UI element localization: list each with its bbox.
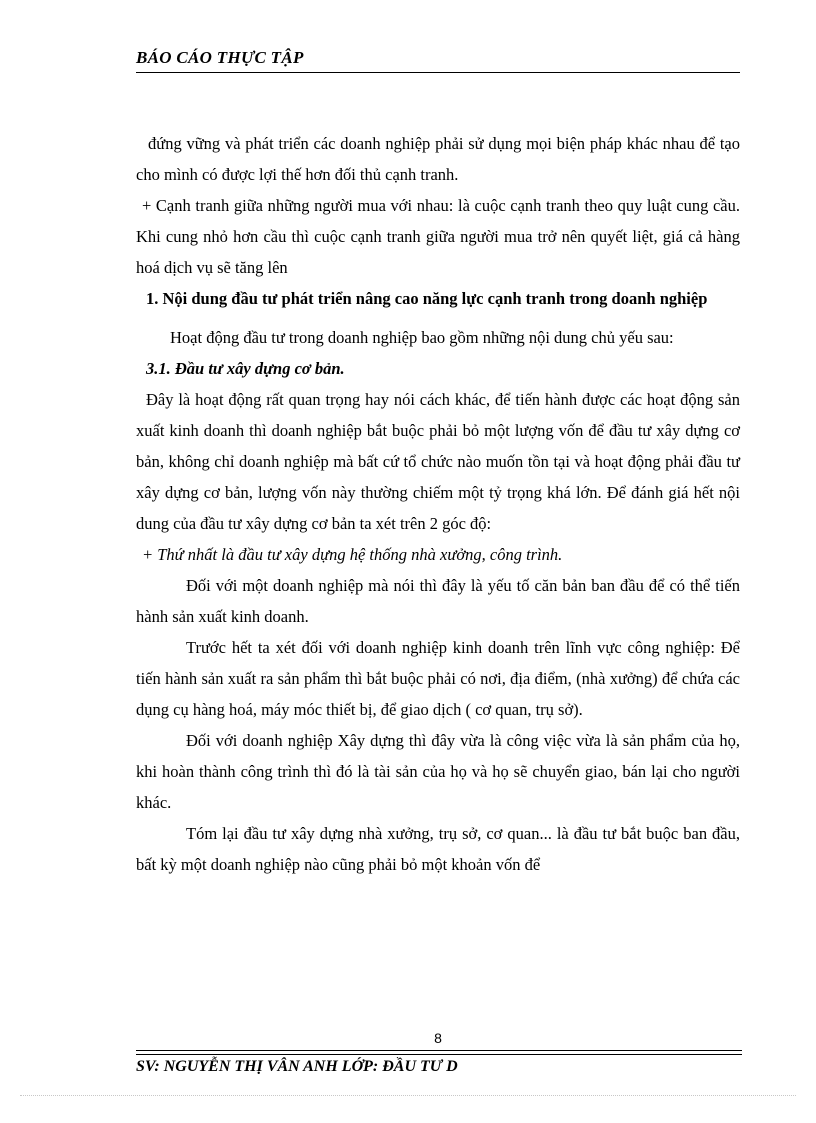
- paragraph-7: Trước hết ta xét đối với doanh nghiệp kinh doanh trên lĩnh vực công nghiệp: Để tiến hành sản xuất ra sản phẩm thì bắt buộc phải có nơi, địa điểm, (nhà xưởng) để chứa các dụng cụ hàng hoá, máy móc thiết bị, để giao dịch ( cơ quan, trụ sở).: [136, 638, 740, 719]
- document-body: [136, 128, 740, 880]
- footer-student-line: SV: NGUYỄN THỊ VÂN ANH LỚP: ĐẦU TƯ D: [136, 1058, 458, 1075]
- paragraph-4: Đây là hoạt động rất quan trọng hay nói cách khác, để tiến hành được các hoạt động sản xuất kinh doanh thì doanh nghiệp bắt buộc phải bỏ một lượng vốn để đầu tư xây dựng cơ bản, không chỉ doanh nghiệp mà bất cứ tổ chức nào muốn tồn tại và hoạt động phải đầu tư xây dựng cơ bản, lượng vốn này thường chiếm một tỷ trọng khá lớn. Để đánh giá hết nội dung của đầu tư xây dựng cơ bản ta xét trên 2 góc độ:: [136, 390, 740, 533]
- paragraph-6: Đối với một doanh nghiệp mà nói thì đây là yếu tố căn bản ban đầu để có thể tiến hành sản xuất kinh doanh.: [136, 576, 740, 626]
- page-header: [136, 48, 740, 73]
- page-number: 8: [434, 1030, 442, 1046]
- paragraph-8: Đối với doanh nghiệp Xây dựng thì đây vừa là công việc vừa là sản phẩm của họ, khi hoàn thành công trình thì đó là tài sản của họ và họ sẽ chuyển giao, bán lại cho người khác.: [136, 731, 740, 812]
- section-heading-3-1: 3.1. Đầu tư xây dựng cơ bản.: [146, 359, 345, 378]
- paragraph-1: đứng vững và phát triển các doanh nghiệp phải sử dụng mọi biện pháp khác nhau để tạo cho mình có được lợi thế hơn đối thủ cạnh tranh.: [136, 134, 740, 184]
- paragraph-5: + Thứ nhất là đầu tư xây dựng hệ thống nhà xưởng, công trình.: [142, 545, 563, 564]
- footer-rule-top: [136, 1050, 742, 1051]
- page-edge-divider: [20, 1095, 796, 1096]
- header-title: BÁO CÁO THỰC TẬP: [136, 48, 304, 67]
- section-heading-1: 1. Nội dung đầu tư phát triển nâng cao năng lực cạnh tranh trong doanh nghiệp: [146, 289, 708, 308]
- paragraph-2: + Cạnh tranh giữa những người mua với nhau: là cuộc cạnh tranh theo quy luật cung cầu. Khi cung nhỏ hơn cầu thì cuộc cạnh tranh giữa người mua trở nên quyết liệt, giá cả hàng hoá dịch vụ sẽ tăng lên: [136, 196, 740, 277]
- paragraph-3: Hoạt động đầu tư trong doanh nghiệp bao gồm những nội dung chủ yếu sau:: [170, 328, 674, 347]
- footer-rule-bottom: [136, 1054, 742, 1055]
- paragraph-9: Tóm lại đầu tư xây dựng nhà xưởng, trụ sở, cơ quan... là đầu tư bắt buộc ban đầu, bất kỳ một doanh nghiệp nào cũng phải bỏ một khoản vốn để: [136, 824, 740, 874]
